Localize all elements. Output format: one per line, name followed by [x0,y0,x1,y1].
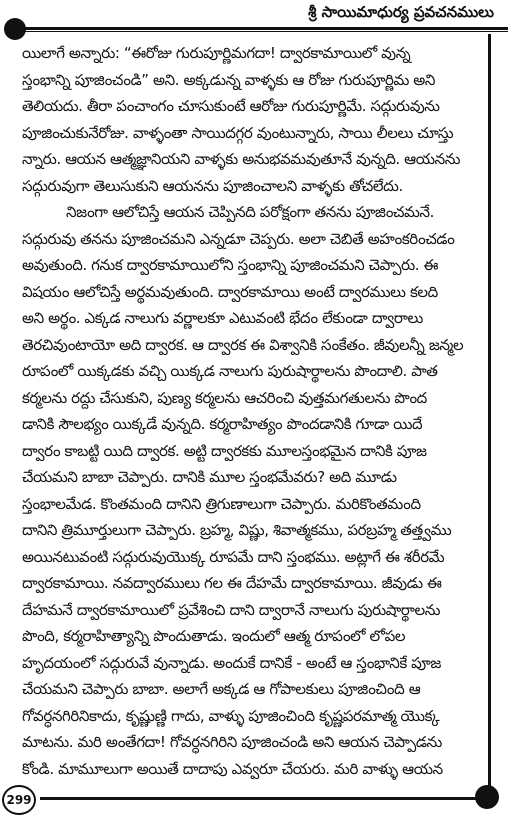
page-number-badge: 299 [2,785,36,815]
text-line: అవుతుంది. గనుక ద్వారకామాయిలోని స్తంభాన్ని పూజించమని చెప్పారు. ఈ [22,256,438,274]
text-line: హృదయంలో సద్గురువే వున్నాడు. అందుకే దానికే - అంటే ఆ స్తంభానికే పూజ [22,653,441,672]
text-line: స్తంభాలమేడ. కొంతమంది దానిని త్రిగుణాలుగా చెప్పారు. మరికొంతమంది [22,494,421,513]
text-line: చేయమని చెప్పారు బాబా. అలాగే అక్కడ ఆ గోపాలకులు పూజించింది ఆ [22,680,421,698]
text-line: సద్గురువు తనను పూజించమని ఎన్నడూ చెప్పరు. అలా చెబితే అహంకరించడం [22,229,455,248]
text-line: కోండి. మామూలుగా అయితే దాదాపు ఎవ్వరూ చేయరు. మరి వాళ్ళు ఆయన [22,759,443,778]
text-line: మాటను. మరి అంతేగదా! గోవర్ధనగిరిని పూజించండి అని ఆయన చెప్పాడను [22,733,442,751]
corner-dot-ornament [475,785,499,809]
text-line: న్నారు. ఆయన ఆత్మజ్ఞానియని వాళ్ళకు అనుభవమవుతూనే వున్నది. ఆయనను [22,150,461,168]
text-line: రూపంలో యిక్కడకు వచ్చి యిక్కడ నాలుగు పురుషార్థాలను పొందాలి. పాత [22,362,438,380]
footer-rule [40,797,492,800]
text-line: చేయమని బాబా చెప్పారు. దానికి మూల స్తంభమేవరు? అది మూడు [22,468,397,486]
text-line: గోవర్ధనగిరినికాదు, కృష్ణుణ్ణి గాదు, వాళ్ళు పూజించింది కృష్ణపరమాత్మ యొక్క [22,706,440,725]
page-body-text [22,40,490,782]
paragraph-start-line: నిజంగా ఆలోచిస్తే ఆయన చెప్పినది పరోక్షంగా తనను పూజించమనే. [66,203,434,221]
text-line: దానిని త్రిమూర్తులుగా చెప్పారు. బ్రహ్మ, విష్ణు, శివాత్మకము, పరబ్రహ్మ తత్త్వము [22,521,452,539]
running-header-title: శ్రీ సాయిమాధుర్య ప్రవచనములు [304,3,498,25]
text-line: పూజించుకునేరోజు. వాళ్ళంతా సాయిదగ్గర వుంటున్నారు, సాయి లీలలు చూస్తు [22,123,454,142]
text-line: తెలియదు. తీరా పంచాంగం చూసుకుంటే ఆరోజు గురుపూర్ణిమే. సద్గురువును [22,97,440,115]
text-line: దేహమనే ద్వారకామాయిలో ప్రవేశించి దాని ద్వారానే నాలుగు పురుషార్థాలను [22,600,441,619]
text-line: ద్వారకామాయి. నవద్వారములు గల ఈ దేహమే ద్వారకామాయి. జీవుడు ఈ [22,574,442,592]
text-line: తెరచివుంటాయో అది ద్వారక. ఆ ద్వారక ఈ విశ్వానికి సంకేతం. జీవులన్నీ జన్మల [22,335,464,354]
text-line: సద్గురువుగా తెలుసుకుని ఆయనను పూజించాలని వాళ్ళకు తోచలేదు. [22,176,403,195]
text-line: విషయం ఆలోచిస్తే అర్థమవుతుంది. ద్వారకామాయి అంటే ద్వారములు కలది [22,282,438,301]
text-line: అయినటువంటి సద్గురువుయొక్క రూపమే దాని స్తంభము. అట్లాగే ఈ శరీరమే [22,547,445,566]
text-line: యిలాగే అన్నారు: “ఈరోజు గురుపూర్ణిమగదా! ద్వారకామాయిలో వున్న [22,44,411,62]
text-line: డానికి సౌలభ్యం యిక్కడే వున్నది. కర్మరాహిత్యం పొందడానికి గూడా యిదే [22,415,423,433]
text-line: స్తంభాన్ని పూజించండి” అని. అక్కడున్న వాళ్ళకు ఆ రోజు గురుపూర్ణిమ అని [22,70,436,89]
header-rule-thin [14,31,508,32]
text-line: అని అర్థం. ఎక్కడ నాలుగు వర్ణాలకూ ఎటువంటి భేదం లేకుండా ద్వారాలు [22,309,423,327]
text-line: ద్వారం కాబట్టి యిది ద్వారక. అట్టి ద్వారకకు మూలస్తంభమైన దానికి పూజ [22,441,427,460]
header-rule [14,27,508,30]
text-line: పొంది, కర్మరాహిత్యాన్ని పొందుతాడు. ఇందులో ఆత్మ రూపంలో లోపల [22,627,406,645]
text-line: కర్మలను రద్దు చేసుకుని, పుణ్య కర్మలను ఆచరించి వుత్తమగతులను పొంద [22,388,427,407]
